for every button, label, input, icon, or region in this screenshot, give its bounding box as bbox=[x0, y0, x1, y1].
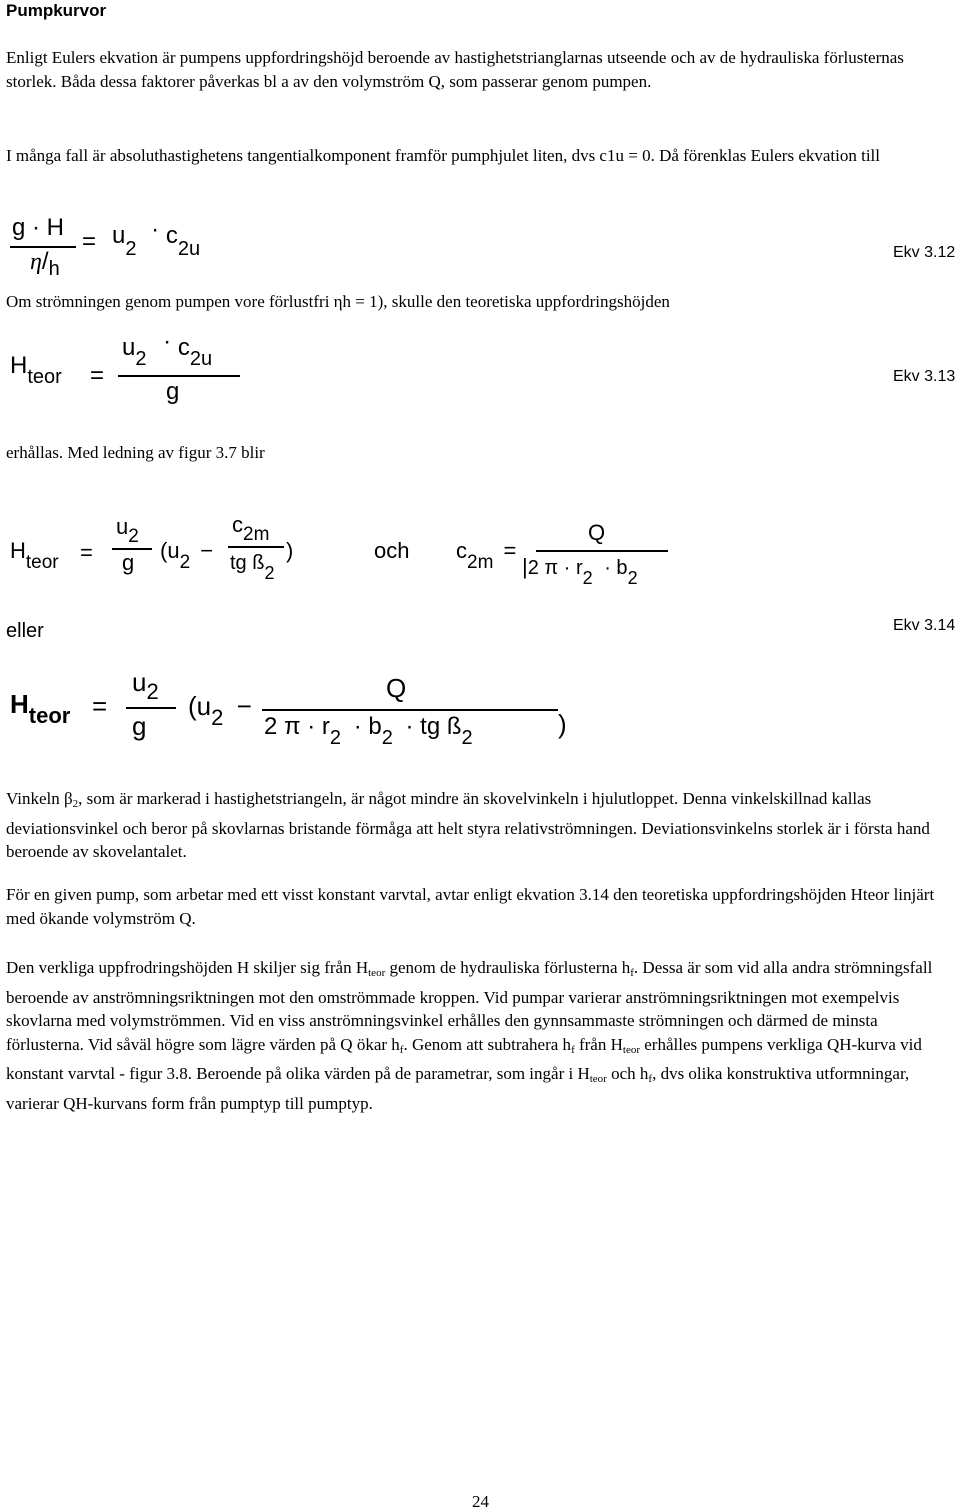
eq314a-paren-close: ) bbox=[286, 538, 294, 563]
eq314a-Q-fraction-line bbox=[536, 550, 668, 552]
p5-beta-sub: 2 bbox=[72, 798, 79, 810]
eq314a-paren-group bbox=[160, 538, 214, 573]
eq314a-den-b: · b bbox=[604, 557, 628, 579]
eq313-u: u bbox=[122, 334, 136, 361]
eq314b-den-tg-sub: 2 bbox=[461, 727, 473, 749]
p7-sub: teor bbox=[622, 1043, 640, 1056]
eq314a-equals-2: = bbox=[503, 538, 517, 563]
eq314b-den-2pi-r: 2 π · r bbox=[264, 713, 330, 740]
eq314b-u-sub: 2 bbox=[146, 679, 159, 704]
paragraph-simplification: I många fall är absoluthastighetens tangentialkomponent framför pumphjulet liten, dvs c1u = 0. Då förenklas Eulers ekvation till bbox=[6, 146, 880, 165]
section-heading: Pumpkurvor bbox=[6, 1, 107, 20]
eq314b-paren-group bbox=[188, 691, 252, 730]
eq314b-equals: = bbox=[92, 691, 108, 721]
eller-text: eller bbox=[6, 620, 44, 642]
eq314a-tg-sub: 2 bbox=[264, 563, 275, 583]
p7-sub: teor bbox=[589, 1073, 607, 1085]
p5-text-a: Vinkeln β bbox=[6, 789, 73, 808]
eq314a-den-b-sub: 2 bbox=[627, 568, 638, 588]
eq314a-c2m-sub: 2m bbox=[467, 552, 494, 573]
eq314a-minus: − bbox=[200, 538, 214, 563]
eq314b-den-b: · b bbox=[353, 713, 382, 740]
eq314a-c-sub: 2m bbox=[243, 524, 270, 545]
eq314a-den-r-sub: 2 bbox=[582, 568, 593, 588]
p7-seg: . Genom att subtrahera h bbox=[403, 1034, 572, 1054]
eq314a-c2m-fraction-line bbox=[228, 546, 284, 548]
eq312-numerator: g · H bbox=[12, 214, 65, 241]
paragraph-figure-ref: erhållas. Med ledning av figur 3.7 blir bbox=[6, 443, 265, 462]
paragraph-lossless: Om strömningen genom pumpen vore förlustfri ηh = 1), skulle den teoretiska uppfordringshöjden bbox=[6, 292, 670, 311]
p7-sub: f bbox=[571, 1043, 575, 1056]
eq313-denominator: g bbox=[166, 378, 180, 405]
p7-sub: f bbox=[399, 1043, 404, 1056]
eq312-denominator bbox=[30, 248, 60, 280]
eq313-H-sub: teor bbox=[27, 366, 62, 388]
eq313-equals: = bbox=[90, 362, 105, 389]
eq314a-c2m-c: c bbox=[456, 538, 467, 563]
eq312-dot: · bbox=[151, 216, 160, 243]
eq314b-u2-fraction-line bbox=[126, 707, 176, 709]
equation-label-3-12: Ekv 3.12 bbox=[893, 244, 956, 261]
eq314b-lhs bbox=[10, 689, 71, 728]
eq312-u: u bbox=[112, 222, 126, 249]
p7-seg: , dvs olika konstruktiva utformningar, varierar QH-kurvans form från pumptyp till pumptyp. bbox=[6, 1064, 910, 1113]
eq312-h: h bbox=[48, 258, 60, 280]
p7-seg: Den verkliga uppfrodringshöjden H skiljer sig från H bbox=[6, 958, 369, 977]
p7-seg: och h bbox=[606, 1064, 649, 1083]
eq314b-Q: Q bbox=[386, 673, 407, 703]
eq312-eta: η bbox=[30, 249, 42, 275]
p7-seg: erhålles pumpens verkliga QH-kurva vid konstant varvtal - figur 3.8. Beroende på olika värden på de parametrar, som ingår i H bbox=[6, 1034, 922, 1083]
eq314b-u: u bbox=[132, 667, 147, 697]
equation-3-14-first bbox=[0, 510, 700, 595]
eq314a-c: c bbox=[232, 512, 243, 537]
eq314a-H-sub: teor bbox=[25, 552, 59, 573]
eq314a-c2m bbox=[232, 512, 270, 545]
eq314b-H-sub: teor bbox=[28, 703, 71, 728]
p7-seg: från H bbox=[574, 1034, 623, 1054]
equation-3-13 bbox=[0, 330, 960, 415]
eq312-u-sub: 2 bbox=[125, 238, 137, 260]
eq314a-Q-denominator: |2 π · r2 · b2 bbox=[522, 554, 638, 588]
p7-seg: genom de hydrauliska förlusterna h bbox=[385, 958, 631, 977]
eq313-H: H bbox=[10, 352, 28, 379]
eq312-c-sub: 2u bbox=[177, 238, 201, 260]
eq314a-c2m-lhs bbox=[456, 538, 517, 573]
eq314a-Q: Q bbox=[588, 520, 606, 545]
eq314b-g: g bbox=[132, 711, 147, 741]
eq314a-u: u bbox=[116, 514, 129, 539]
eq314a-paren-u-sub: 2 bbox=[179, 552, 191, 573]
eq314b-Q-fraction-line bbox=[262, 709, 558, 711]
paragraph-real-head bbox=[6, 956, 956, 1115]
eq314a-och: och bbox=[374, 538, 410, 563]
equation-3-14-second bbox=[0, 665, 620, 760]
eq314b-den-r-sub: 2 bbox=[329, 727, 342, 749]
p5-text-b: , som är markerad i hastighetstriangeln, är något mindre än skovelvinkeln i hjulutloppet. Denna vinkelskillnad kallas deviationsvinkel och beror på skovlarnas bristande förmåga att helt styra relativströmningen. Deviationsvinkelns storlek är i första hand beroende av skovelantalet. bbox=[6, 789, 930, 861]
eq313-c-sub: 2u bbox=[189, 348, 213, 370]
p7-sub: f bbox=[648, 1073, 653, 1085]
eq314a-tg-beta: tg ß bbox=[230, 552, 265, 574]
eq314a-tg bbox=[230, 552, 275, 583]
equation-3-12 bbox=[0, 210, 960, 280]
eq312-c: c bbox=[165, 222, 178, 249]
eq314a-paren-open: (u bbox=[160, 538, 180, 563]
eq313-lhs bbox=[10, 352, 62, 388]
eq314a-lhs bbox=[10, 538, 59, 573]
eq313-numerator bbox=[122, 328, 213, 370]
paragraph-deviation bbox=[6, 787, 956, 864]
eq314b-u2 bbox=[132, 667, 159, 704]
eq314a-H: H bbox=[10, 538, 26, 563]
page-number: 24 bbox=[472, 1492, 489, 1511]
eq314a-den-2pi-r: 2 π · r bbox=[527, 557, 583, 579]
eq314b-minus: − bbox=[236, 691, 252, 721]
equation-label-3-14: Ekv 3.14 bbox=[893, 617, 956, 634]
paragraph-given-pump: För en given pump, som arbetar med ett visst konstant varvtal, avtar enligt ekvation 3.14 den teoretiska uppfordringshöjden Hteor linjärt med ökande volymström Q. bbox=[6, 885, 935, 928]
equation-label-3-13: Ekv 3.13 bbox=[893, 368, 956, 385]
eq314b-paren-u-sub: 2 bbox=[211, 705, 224, 730]
eq313-u-sub: 2 bbox=[135, 348, 147, 370]
eq312-slash: / bbox=[41, 248, 49, 275]
paragraph-intro: Enligt Eulers ekvation är pumpens uppfordringshöjd beroende av hastighetstrianglarnas utseende och av de hydrauliska förlusternas storlek. Båda dessa faktorer påverkas bl a av den volymström Q, som passerar genom pumpen. bbox=[6, 48, 904, 91]
eq314b-paren-close: ) bbox=[558, 709, 567, 739]
eq313-fraction-line bbox=[118, 375, 240, 377]
eq313-dot: · bbox=[163, 328, 172, 355]
p7-sub: f bbox=[630, 967, 634, 979]
eq314b-Q-denominator bbox=[264, 713, 473, 749]
eq314b-H: H bbox=[10, 689, 29, 719]
eq314b-paren-open: (u bbox=[188, 691, 212, 721]
p7-sub: teor bbox=[368, 967, 386, 979]
eq314a-u-sub: 2 bbox=[128, 526, 139, 547]
eq314a-u2 bbox=[116, 514, 139, 547]
eq314b-den-b-sub: 2 bbox=[381, 727, 393, 749]
eq313-c: c bbox=[177, 334, 190, 361]
eq314a-g: g bbox=[122, 550, 135, 575]
eq312-rhs bbox=[112, 216, 201, 260]
eq312-equals: = bbox=[82, 228, 97, 255]
p7-seg: . Dessa är som vid alla andra strömningsfall beroende av anströmningsriktningen mot den omströmmade kroppen. Vid pumpar varierar anströmningsriktningen mot exempelvis skovlarna med volymströmmen. Vid en viss anströmningsvinkel erhålles den gynnsammaste strömningen och därmed de minsta förlusterna. Vid såväl högre som lägre värden på Q ökar h bbox=[6, 958, 933, 1054]
eq314a-equals: = bbox=[80, 540, 93, 565]
eq314b-den-tg: · tg ß bbox=[405, 713, 462, 740]
